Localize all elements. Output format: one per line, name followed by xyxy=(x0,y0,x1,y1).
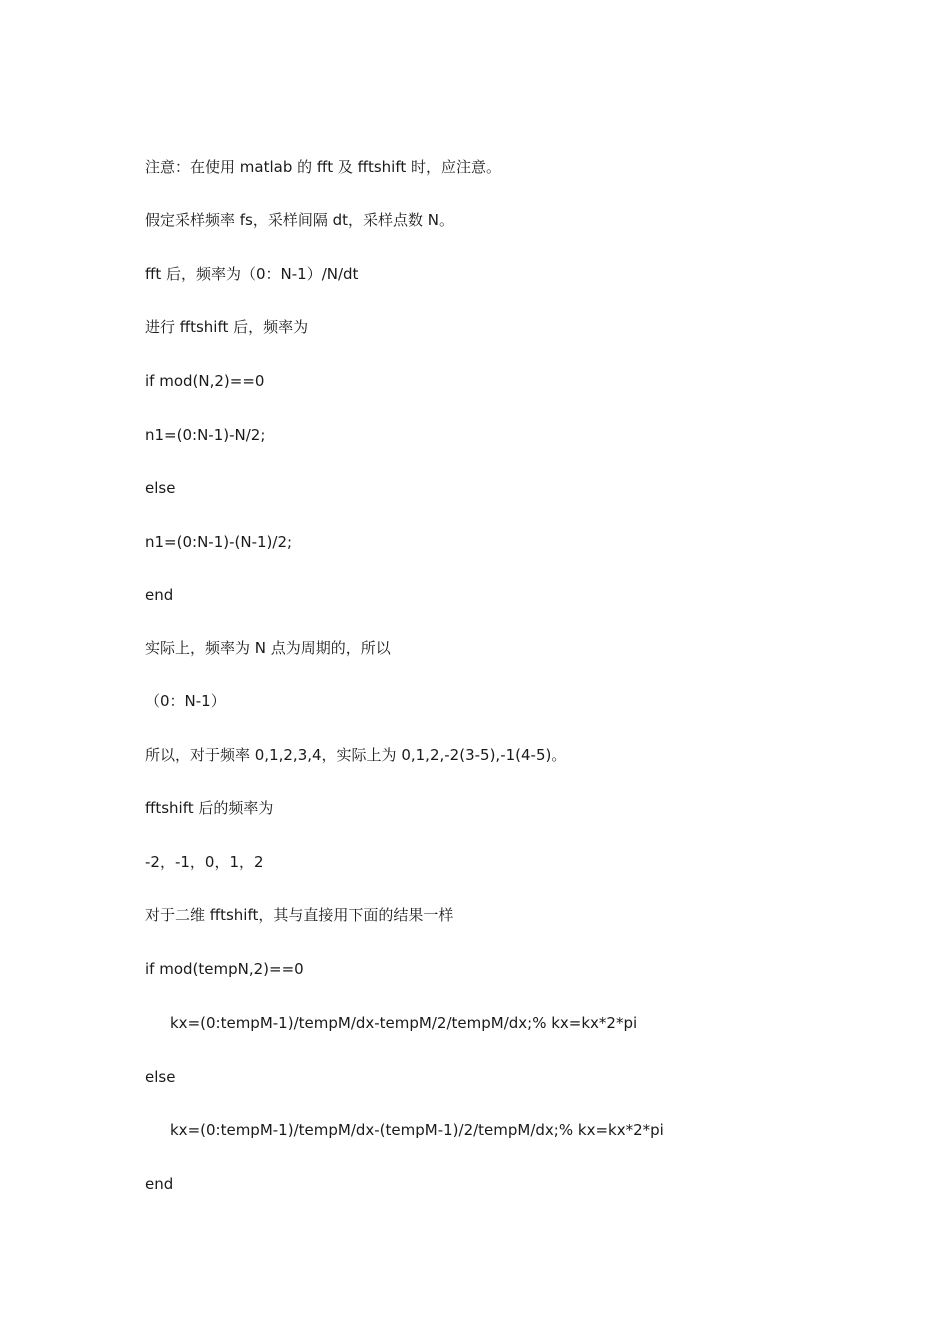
code-line-if: if mod(N,2)==0 xyxy=(145,372,265,390)
text-line-fftshift-frequency: fftshift 后的频率为 xyxy=(145,799,274,817)
text-line-periodic: 实际上，频率为 N 点为周期的，所以 xyxy=(145,639,391,657)
text-line-frequency-mapping: 所以，对于频率 0,1,2,3,4，实际上为 0,1,2,-2(3-5),-1(4-5)。 xyxy=(145,746,567,764)
code-line-n1-even: n1=(0:N-1)-N/2; xyxy=(145,426,266,444)
code-line-kx-even: kx=(0:tempM-1)/tempM/dx-tempM/2/tempM/dx;% kx=kx*2*pi xyxy=(170,1014,638,1032)
text-line-2d-fftshift: 对于二维 fftshift，其与直接用下面的结果一样 xyxy=(145,906,454,924)
text-line-range: （0：N-1） xyxy=(145,692,226,710)
code-line-else-2: else xyxy=(145,1068,176,1086)
text-line-assumption: 假定采样频率 fs，采样间隔 dt，采样点数 N。 xyxy=(145,211,455,229)
text-line-after-fftshift: 进行 fftshift 后，频率为 xyxy=(145,318,309,336)
text-line-fft-frequency: fft 后，频率为（0：N-1）/N/dt xyxy=(145,265,359,283)
code-line-n1-odd: n1=(0:N-1)-(N-1)/2; xyxy=(145,533,293,551)
text-line-shifted-values: -2，-1，0，1，2 xyxy=(145,853,264,871)
code-line-else: else xyxy=(145,479,176,497)
text-line-note: 注意：在使用 matlab 的 fft 及 fftshift 时，应注意。 xyxy=(145,158,501,176)
code-line-if-tempn: if mod(tempN,2)==0 xyxy=(145,960,304,978)
code-line-end: end xyxy=(145,586,174,604)
code-line-end-2: end xyxy=(145,1175,174,1193)
code-line-kx-odd: kx=(0:tempM-1)/tempM/dx-(tempM-1)/2/tempM/dx;% kx=kx*2*pi xyxy=(170,1121,664,1139)
